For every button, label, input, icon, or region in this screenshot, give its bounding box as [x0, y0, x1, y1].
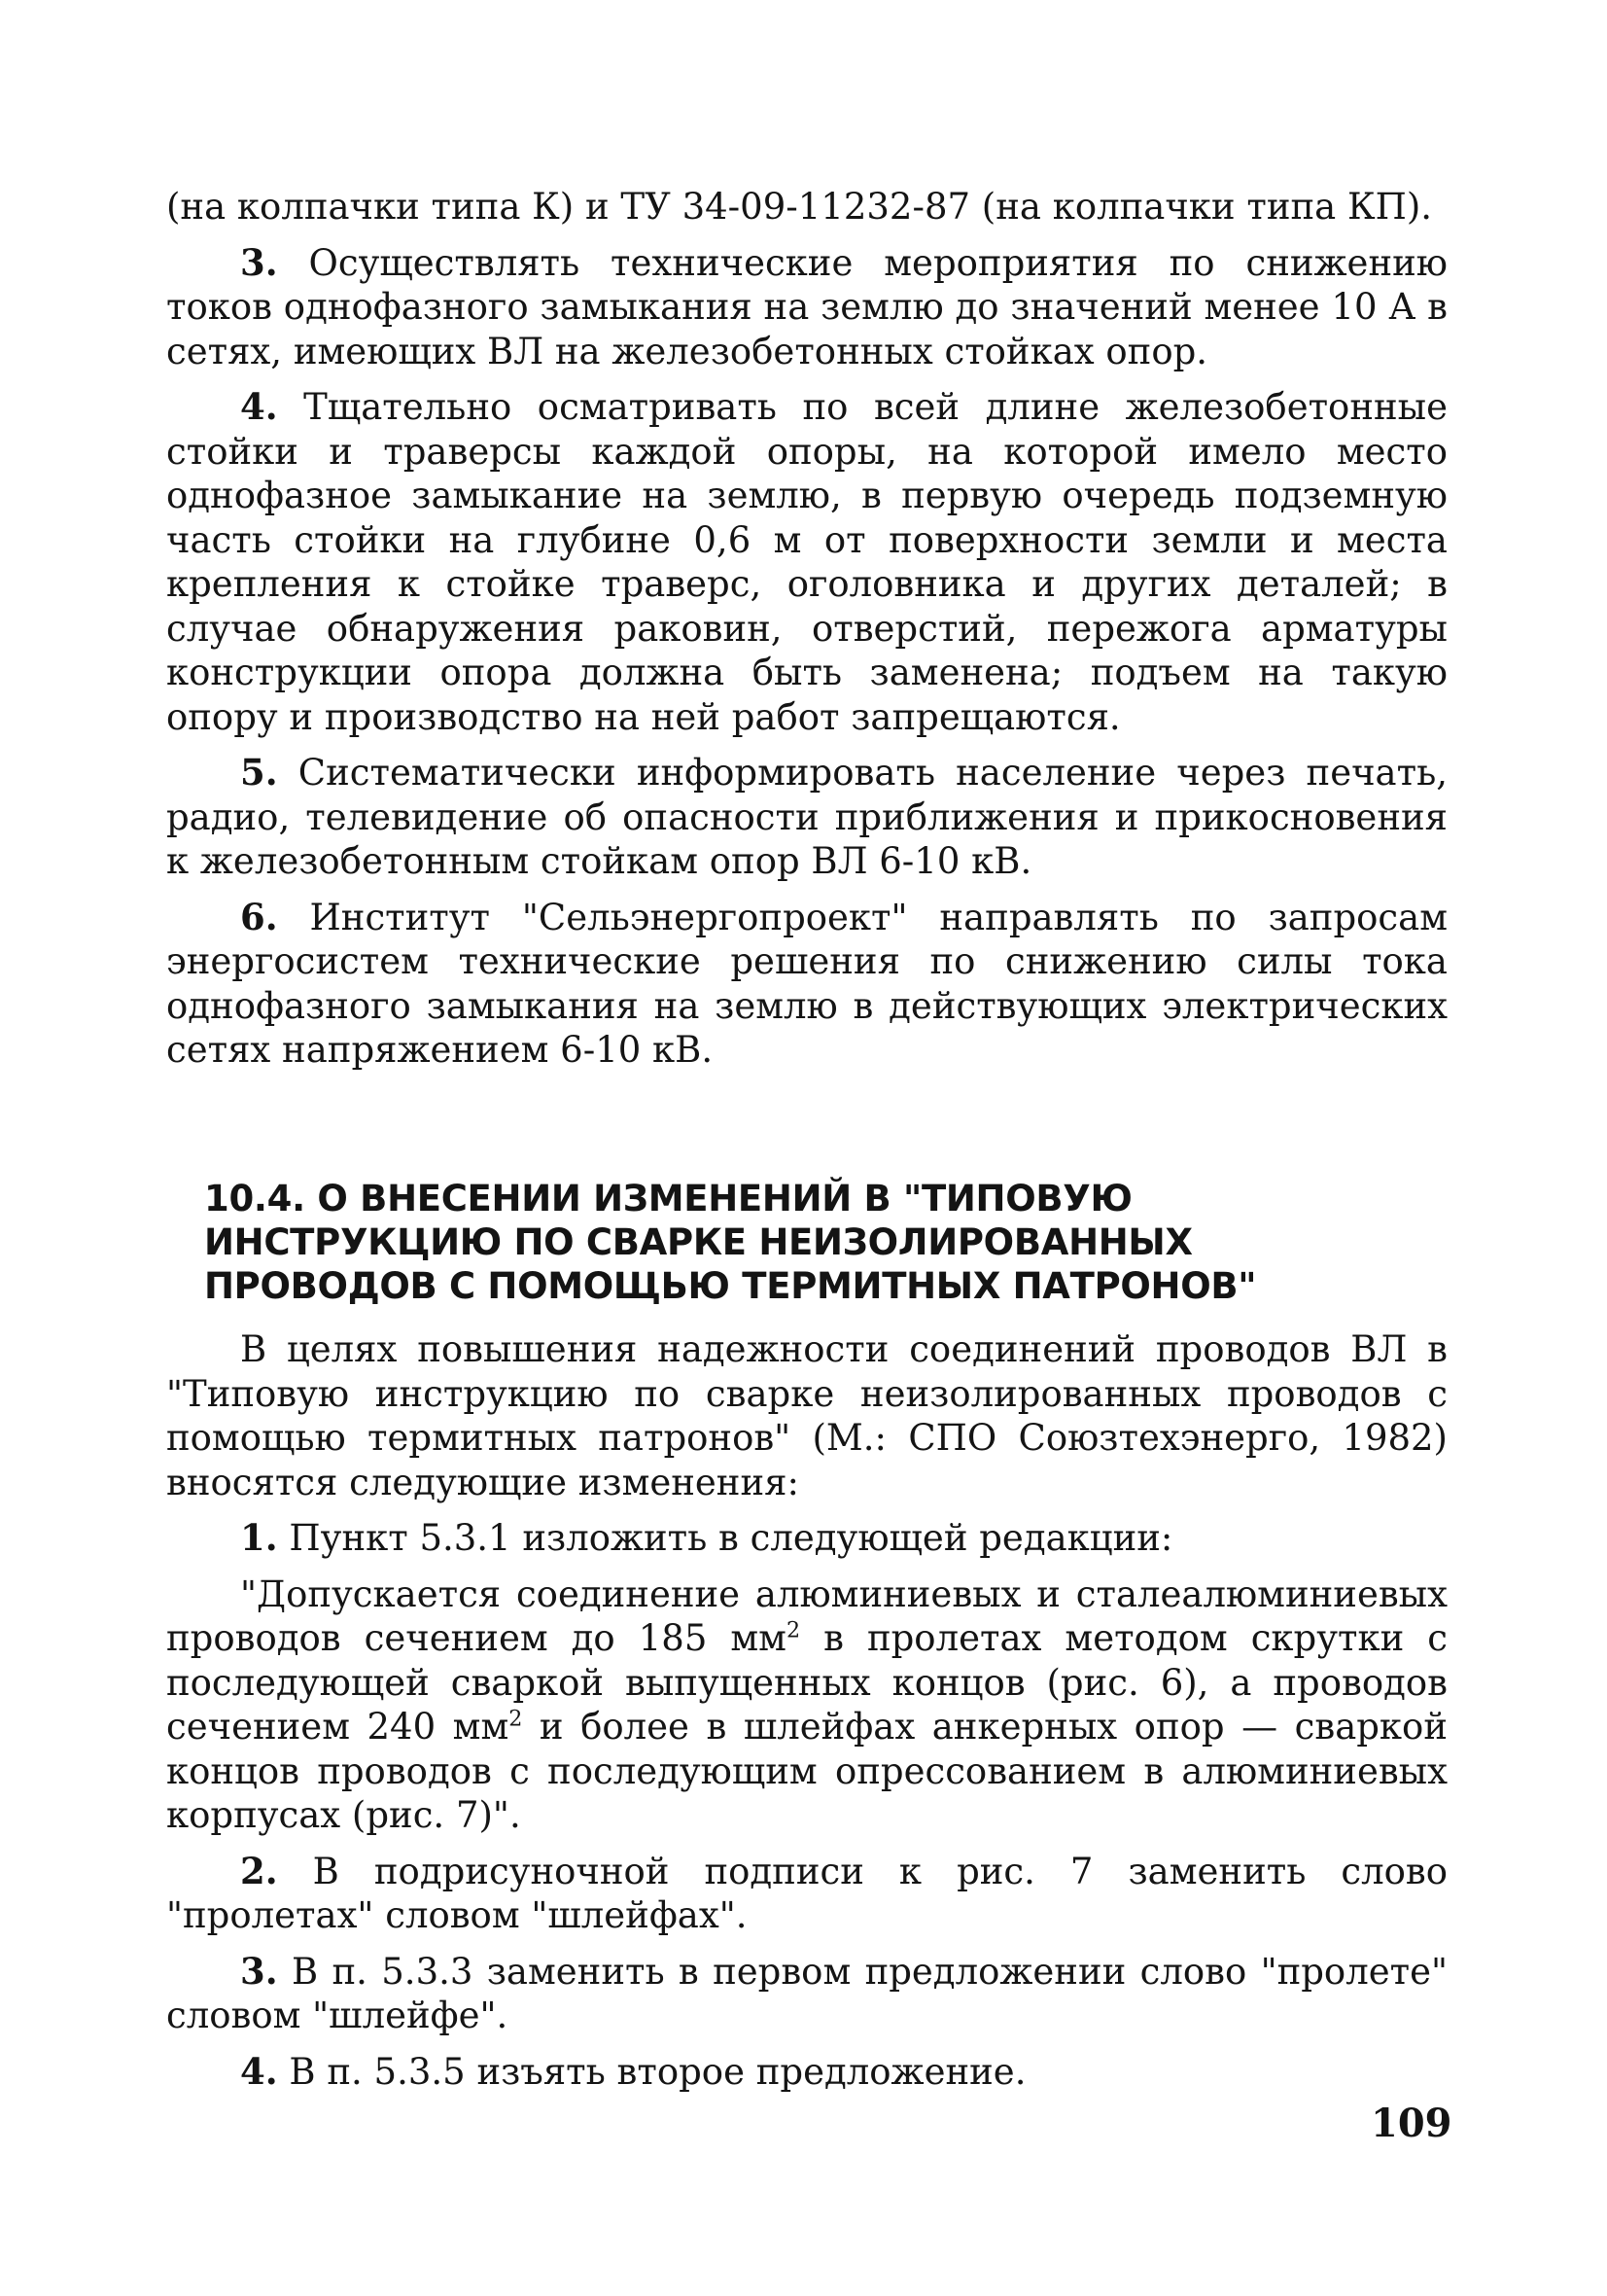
- section-body: [166, 1327, 1448, 2105]
- item-number: 1.: [240, 1516, 278, 1559]
- quote-paragraph: [166, 1572, 1448, 1838]
- item-text: В подрисуночной подписи к рис. 7 заменить слово "пролетах" словом "шлейфах".: [166, 1850, 1448, 1936]
- list-item: [166, 385, 1448, 739]
- quote-text: в пролетах методом скрутки с последующей сваркой выпущенных концов (рис. 6), а проводов сечением 240 мм: [166, 1617, 1449, 1748]
- item-text: В п. 5.3.5 изъять второе предложение.: [277, 2050, 1027, 2093]
- intro-paragraph: В целях повышения надежности соединений проводов ВЛ в "Типовую инструкцию по сварке неизолированных проводов с помощью термитных патронов" (М.: СПО Союзтехэнерго, 1982) вносятся следующие изменения:: [166, 1328, 1448, 1503]
- quote-text: и более в шлейфах анкерных опор — сваркой концов проводов с последующим опрессованием в алюминиевых корпусах (рис. 7)".: [166, 1706, 1448, 1836]
- list-item: [166, 1850, 1448, 1938]
- item-number: 5.: [240, 751, 278, 794]
- list-item: [166, 896, 1448, 1073]
- item-text: Пункт 5.3.1 изложить в следующей редакции:: [277, 1517, 1173, 1559]
- continuation-paragraph: (на колпачки типа К) и ТУ 34-09-11232-87 (на колпачки типа КП).: [166, 186, 1433, 228]
- list-item: [166, 1950, 1448, 2038]
- item-number: 2.: [240, 1849, 278, 1892]
- list-item: [166, 751, 1448, 884]
- list-item: [166, 241, 1448, 374]
- item-text: Тщательно осматривать по всей длине железобетонные стойки и траверсы каждой опоры, на которой имело место однофазное замыкание на землю, в первую очередь подземную часть стойки на глубине 0,6 м от поверхности земли и места крепления к стойке траверс, оголовника и других деталей; в случае обнаружения раковин, отверстий, пережога арматуры конструкции опора должна быть заменена; подъем на такую опору и производство на ней работ запрещаются.: [166, 386, 1448, 738]
- item-text: В п. 5.3.3 заменить в первом предложении слово "пролете" словом "шлейфе".: [166, 1950, 1448, 2036]
- item-number: 4.: [240, 385, 278, 428]
- item-number: 6.: [240, 895, 278, 938]
- top-section: [166, 185, 1448, 1084]
- item-number: 4.: [240, 2049, 278, 2093]
- item-text: Систематически информировать население через печать, радио, телевидение об опасности приближения и прикосновения к железобетонным стойкам опор ВЛ 6-10 кВ.: [166, 752, 1448, 882]
- list-item: [166, 2050, 1448, 2095]
- superscript: 2: [786, 1617, 801, 1643]
- section-heading: 10.4. О ВНЕСЕНИИ ИЗМЕНЕНИЙ В "ТИПОВУЮ ИНСТРУКЦИЮ ПО СВАРКЕ НЕИЗОЛИРОВАННЫХ ПРОВОДОВ С ПОМОЩЬЮ ТЕРМИТНЫХ ПАТРОНОВ": [204, 1178, 1257, 1307]
- page-number: 109: [1371, 2101, 1452, 2146]
- list-item: [166, 1516, 1448, 1561]
- superscript: 2: [508, 1706, 523, 1732]
- item-text: Институт "Сельэнергопроект" направлять по запросам энергосистем технические решения по снижению силы тока однофазного замыкания на землю в действующих электрических сетях напряжением 6-10 кВ.: [166, 896, 1448, 1071]
- item-number: 3.: [240, 240, 278, 284]
- item-number: 3.: [240, 1949, 278, 1993]
- quote-text: "Допускается соединение алюминиевых и сталеалюминиевых проводов сечением до 185 мм: [166, 1572, 1448, 1659]
- item-text: Осуществлять технические мероприятия по снижению токов однофазного замыкания на землю до значений менее 10 А в сетях, имеющих ВЛ на железобетонных стойках опор.: [166, 241, 1448, 372]
